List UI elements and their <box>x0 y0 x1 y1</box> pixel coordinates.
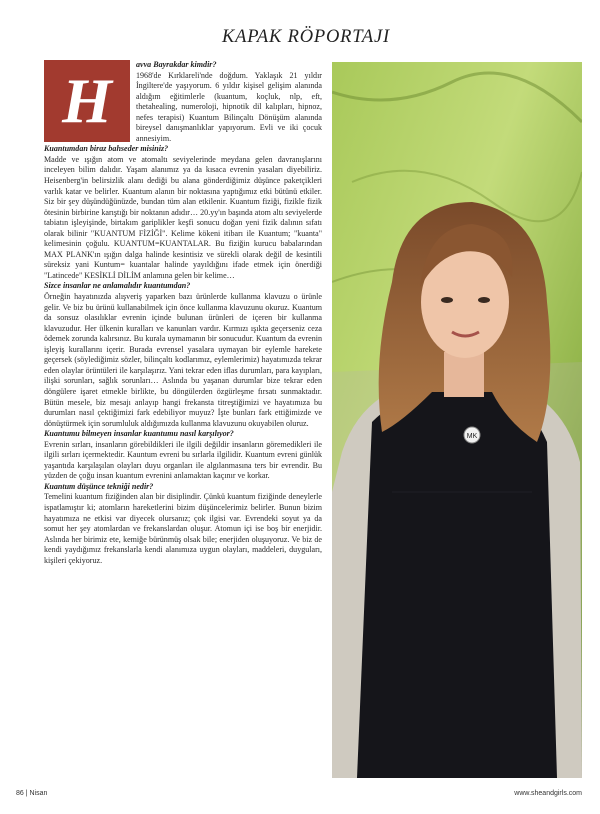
answer-paragraph: Evrenin sırları, insanların görebildikleri ile ilgili değildir insanların göremedikleri ile ilgili sırları içermektedir. Kauntum evreni bu sırlarla ilgilidir. Kuantum evreni günlük yaşantıda karşılaşılan olayları duyu organları ile algılanmasına ters bir evrendir. Bu yüzden de çoğu insan kuantum evrenini anlamaktan kaçınır ve korkar. <box>44 439 322 481</box>
drop-cap: H <box>44 60 130 142</box>
website-url: www.sheandgirls.com <box>514 790 582 797</box>
answer-paragraph: 1968'de Kırklareli'nde doğdum. Yaklaşık 21 yıldır İngiltere'de yaşıyorum. 6 yıldır kişisel gelişim alanında aldığım eğitimlerle (kuantum, koçluk, nlp, eft, thetahealing, numeroloji, hipnotik dil kalıpları, hipnoz, nefes terapisi) Kuantum Bilinçaltı Dönüşüm alanında bireysel danışmanlıklar yapıyorum. Evli ve iki çocuk annesiyim. <box>136 70 322 143</box>
question-heading: Kuantum düşünce tekniği nedir? <box>44 481 154 491</box>
answer-paragraph: Temelini kuantum fiziğinden alan bir disiplindir. Çünkü kuantum fiziğinde deneylerle ispatlamıştır ki; atomların hareketlerini bizim düşüncelerimiz belirler. Bunun bizim hayatımıza ne etkisi var diyecek olursanız; çok ilgisi var. Evrendeki soyut ya da somut her şey atomlardan ve frekanslardan oluşur. Atomun içi ise boş bir enerjidir. Aslında her birimiz ete, kemiğe bürünmüş olsak bile; enerjiden oluşuyoruz. Ve biz de kendi yaydığımız frekanslarla kendi alanımıza uygun olayları, maddeleri, duyguları, kişileri çekiyoruz. <box>44 492 322 565</box>
section-title: KAPAK RÖPORTAJI <box>221 27 390 47</box>
portrait-illustration <box>332 62 582 778</box>
question-heading: Sizce insanlar ne anlamalıdır kuantumdan? <box>44 281 191 291</box>
question-heading: Kuantumu bilmeyen insanlar kuantumu nasıl karşılıyor? <box>44 429 234 439</box>
answer-paragraph: Madde ve ışığın atom ve atomaltı seviyelerinde meydana gelen davranışlarını inceleyen bilim dalıdır. Yaşam alanımız ya da kısaca evrenin yasaları diyebiliriz. Heisenberg'in belirsizlik alanı dediği bu alana gönderdiğimiz düşünce paketçikleri varlık katar ve belirler. Kuantum alanın bir noktasına yaptığımız etki bütünü etkiler. Siz bir şey düşündüğünüzde, bundan tüm alan etkilenir. Kuantum fiziği, fizikle fizik ötesinin birbirine karıştığı bir noktanın adıdır… 20.yy'ın başında atom altı seviyelerde tabiatın işleyişinde, birtakım gariplikler keşfi sonucu doğan yeni fizik dalının sıfatı olarak bilinir "KUANTUM FİZİĞİ". Kelime kökeni itibarı ile Kuantum; "kuanta" kelimesinin çoğulu. KUANTUM=KUANTALAR. Bu fiziğin kurucu babalarından MAX PLANK'ın ışığın dalga halinde kesintisiz ve sürekli olarak değil de kesintili süreksiz yani Kuntum= kuantalar halinde yayıldığını ifade etmek için önerdiği "Latincede" KESİKLİ DİLİM anlamına gelen bir kelime… <box>44 154 322 280</box>
question-heading: avva Bayrakdar kimdir? <box>136 60 217 69</box>
article-body <box>44 60 322 566</box>
pendant-label: MK <box>466 433 478 440</box>
question-heading: Kuantumdan biraz bahseder misiniz? <box>44 144 169 154</box>
answer-paragraph: Örneğin hayatınızda alışveriş yaparken bazı ürünlerde kullanma klavuzu o ürünle gelir. Ve biz bu ürünü kullanabilmek için önce kullanma klavuzunu okuruz. Kuantum da sonsuz olasılıklar evrenin içinde bulunan ürünleri de içeren bir kullanma klavuzudur. Her ülkenin kuralları ve kanunları vardır. Kırmızı ışıkta geçerseniz ceza ödemek zorunda kalırsınız. Bu kurala uymamanın bir sonucudur. Kuantum da evrenin işleyiş kurallarını içerir. Burada evrensel yasalara uymayan bir eylemle harekete geçersek (söylediğimiz sözler, bilinçaltı kodlarımız, eylemlerimiz) hayatımızda tekrar eden olaylar örüntüleri ile karşılaşırız. Yani tekrar eden iflas durumları, para kayıpları, ilişki sorunları, sağlık sorunları… Aslında bu yaşanan durumlar bize tekrar eden döngülere işaret etmekle birlikte, bu döngülerden özgürleşme fırsatı sunmaktadır. Bütün mesele, biz mesajı anlayıp hangi frekansta titreştiğimizi ve hayatımıza bu durumları nasıl çektiğimizi fark edebiliyor muyuz? İşte bunları fark ettiğimizde ve dönüştürmek için sorumluluk aldığımızda kullanma klavuzunu okuyabilen oluruz. <box>44 292 322 428</box>
page-number: 86 | Nisan <box>16 790 48 797</box>
portrait-photo <box>332 62 582 778</box>
